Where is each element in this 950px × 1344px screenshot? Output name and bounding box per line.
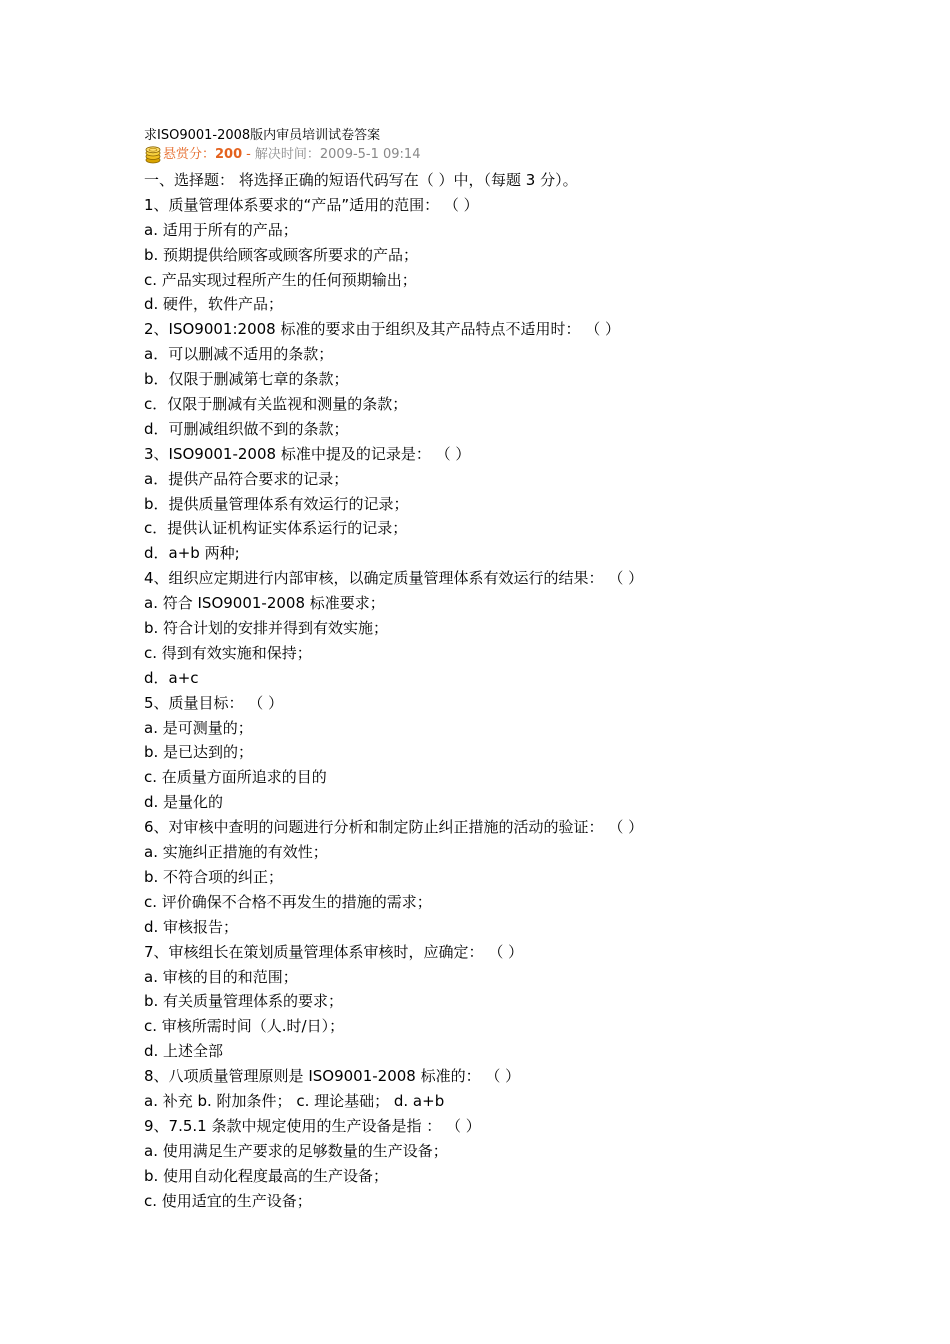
question-text: 8、八项质量管理原则是 ISO9001-2008 标准的： （ ） xyxy=(144,1067,521,1086)
option-text: c. 产品实现过程所产生的任何预期输出； xyxy=(144,270,417,289)
reward-value: 200 xyxy=(215,147,243,162)
question-list xyxy=(144,168,844,1213)
option-text: c. 评价确保不合格不再发生的措施的需求； xyxy=(144,892,432,911)
reward-label: 悬赏分： xyxy=(163,147,216,162)
option-text: a. 实施纠正措施的有效性； xyxy=(144,843,328,862)
question-text: 7、审核组长在策划质量管理体系审核时，应确定： （ ） xyxy=(144,942,524,961)
option-text: d. 硬件，软件产品； xyxy=(144,295,284,314)
option-text: d．a+c xyxy=(144,668,199,687)
question-text: 2、ISO9001:2008 标准的要求由于组织及其产品特点不适用时： （ ） xyxy=(144,320,621,339)
meta-separator: - xyxy=(246,147,251,162)
option-text: a．可以删减不适用的条款； xyxy=(144,345,334,364)
option-text: b. 符合计划的安排并得到有效实施； xyxy=(144,619,389,638)
question-text: 5、质量目标： （ ） xyxy=(144,693,284,712)
option-text: d. 审核报告； xyxy=(144,917,239,936)
option-text: a. 是可测量的； xyxy=(144,718,253,737)
option-text: b. 是已达到的； xyxy=(144,743,254,762)
option-text: b．提供质量管理体系有效运行的记录； xyxy=(144,494,409,513)
option-text: a. 审核的目的和范围； xyxy=(144,967,298,986)
question-text: 一、选择题： 将选择正确的短语代码写在（ ）中，（每题 3 分）。 xyxy=(144,171,578,189)
gold-coins-icon xyxy=(144,146,162,164)
option-text: c. 使用适宜的生产设备； xyxy=(144,1191,312,1210)
option-text: a. 适用于所有的产品； xyxy=(144,220,298,239)
option-text: d．a+b 两种; xyxy=(144,544,240,563)
option-text: d. 上述全部 xyxy=(144,1042,224,1061)
option-text: c. 得到有效实施和保持； xyxy=(144,643,312,662)
option-text: c．提供认证机构证实体系运行的记录； xyxy=(144,519,408,538)
page-title: 求ISO9001-2008版内审员培训试卷答案 xyxy=(144,128,381,143)
option-text: b. 有关质量管理体系的要求； xyxy=(144,992,344,1011)
resolve-time-value: 2009-5-1 09:14 xyxy=(319,147,421,162)
question-text: 9、7.5.1 条款中规定使用的生产设备是指 ： （ ） xyxy=(144,1116,481,1135)
option-text: c．仅限于删减有关监视和测量的条款； xyxy=(144,395,408,414)
resolve-time-label: 解决时间： xyxy=(254,147,320,162)
option-text: d. 是量化的 xyxy=(144,793,224,812)
question-text: 3、ISO9001-2008 标准中提及的记录是： （ ） xyxy=(144,444,471,463)
question-text: 1、质量管理体系要求的“产品”适用的范围： （ ） xyxy=(144,195,479,214)
option-text: c. 审核所需时间（人.时/日）； xyxy=(144,1017,345,1036)
option-text: a. 符合 ISO9001-2008 标准要求； xyxy=(144,594,385,613)
option-text: b. 不符合项的纠正； xyxy=(144,867,284,886)
document-body xyxy=(144,126,844,1213)
question-text: 4、组织应定期进行内部审核，以确定质量管理体系有效运行的结果： （ ） xyxy=(144,569,644,588)
option-text: b. 预期提供给顾客或顾客所要求的产品； xyxy=(144,245,419,264)
option-text: a．提供产品符合要求的记录； xyxy=(144,469,349,488)
option-text: a. 使用满足生产要求的足够数量的生产设备； xyxy=(144,1141,448,1160)
question-meta xyxy=(144,146,844,164)
option-text: d．可删减组织做不到的条款； xyxy=(144,419,349,438)
option-text: a. 补充 b. 附加条件； c. 理论基础； d. a+b xyxy=(144,1091,445,1110)
option-text: c. 在质量方面所追求的目的 xyxy=(144,768,327,787)
question-text: 6、对审核中查明的问题进行分析和制定防止纠正措施的活动的验证： （ ） xyxy=(144,818,644,837)
option-text: b. 使用自动化程度最高的生产设备； xyxy=(144,1166,389,1185)
option-text: b．仅限于删减第七章的条款； xyxy=(144,370,349,389)
